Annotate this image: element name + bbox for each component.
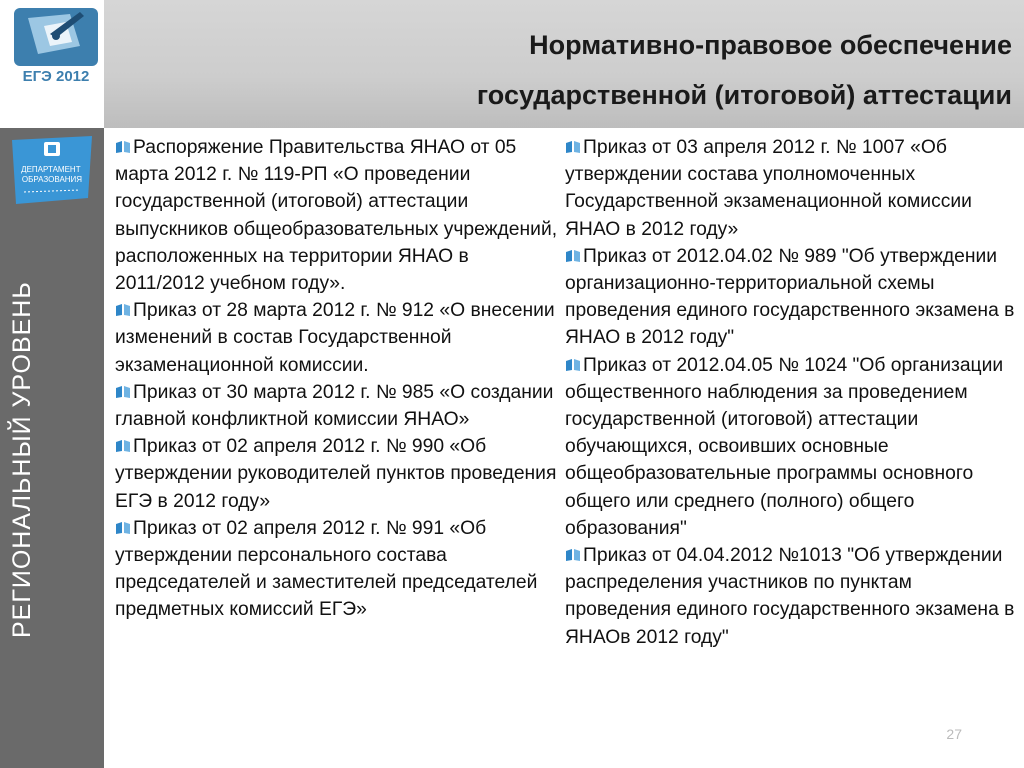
list-item <box>115 433 563 515</box>
list-item-text: Приказ от 2012.04.02 № 989 "Об утверждении организационно-территориальной схемы проведения единого государственного экзамена в ЯНАО в 2012 году" <box>565 245 1015 349</box>
list-item-text: Приказ от 2012.04.05 № 1024 "Об организации общественного наблюдения за проведением государственной (итоговой) аттестации обучающихся, освоивших основные общеобразовательные программы основного общего или среднего (полного) общего образования" <box>565 354 1004 539</box>
list-item-text: Приказ от 04.04.2012 №1013 "Об утверждении распределения участников по пунктам проведения единого государственного экзамена в ЯНАОв 2012 году" <box>565 545 1015 648</box>
list-item <box>115 515 563 624</box>
right-column <box>565 134 1020 651</box>
book-bullet-icon <box>565 548 581 562</box>
book-bullet-icon <box>115 385 131 399</box>
book-bullet-icon <box>115 140 131 154</box>
title-line-1: Нормативно-правовое обеспечение <box>529 30 1012 60</box>
page-title <box>212 20 1012 120</box>
book-bullet-icon <box>115 439 131 453</box>
left-column <box>115 134 563 624</box>
list-item <box>565 134 1020 243</box>
list-item-text: Приказ от 28 марта 2012 г. № 912 «О внесении изменений в состав Государственной экзаменационной комиссии. <box>115 300 555 376</box>
list-item <box>115 379 563 433</box>
book-bullet-icon <box>565 358 581 372</box>
list-item <box>115 297 563 379</box>
list-item-text: Приказ от 30 марта 2012 г. № 985 «О создании главной конфликтной комиссии ЯНАО» <box>115 381 554 431</box>
ege-logo-text: ЕГЭ 2012 <box>22 68 90 85</box>
list-item <box>565 542 1020 651</box>
book-bullet-icon <box>565 249 581 263</box>
book-bullet-icon <box>115 303 131 317</box>
ege-2012-logo <box>10 6 102 86</box>
department-logo <box>6 132 98 212</box>
book-bullet-icon <box>565 140 581 154</box>
department-logo-text: ДЕПАРТАМЕНТ ОБРАЗОВАНИЯ <box>21 165 83 184</box>
list-item <box>565 352 1020 542</box>
title-line-2: государственной (итоговой) аттестации <box>476 80 1012 110</box>
list-item-text: Приказ от 03 апреля 2012 г. № 1007 «Об утверждении состава уполномоченных Государственной экзаменационной комиссии ЯНАО в 2012 году» <box>565 137 972 240</box>
page-number: 27 <box>946 726 962 742</box>
list-item <box>115 134 563 297</box>
list-item-text: Приказ от 02 апреля 2012 г. № 991 «Об утверждении персонального состава председателей и заместителей председателей предметных комиссий ЕГЭ» <box>115 517 538 621</box>
book-bullet-icon <box>115 521 131 535</box>
list-item <box>565 243 1020 352</box>
list-item-text: Приказ от 02 апреля 2012 г. № 990 «Об утверждении руководителей пунктов проведения ЕГЭ в 2012 году» <box>115 436 557 512</box>
regional-level-label: РЕГИОНАЛЬНЫЙ УРОВЕНЬ <box>8 281 36 638</box>
header <box>104 0 1024 128</box>
list-item-text: Распоряжение Правительства ЯНАО от 05 марта 2012 г. № 119-РП «О проведении государственной (итоговой) аттестации выпускников общеобразовательных учреждений, расположенных на территории ЯНАО в 2011/2012 учебном году». <box>115 137 558 295</box>
